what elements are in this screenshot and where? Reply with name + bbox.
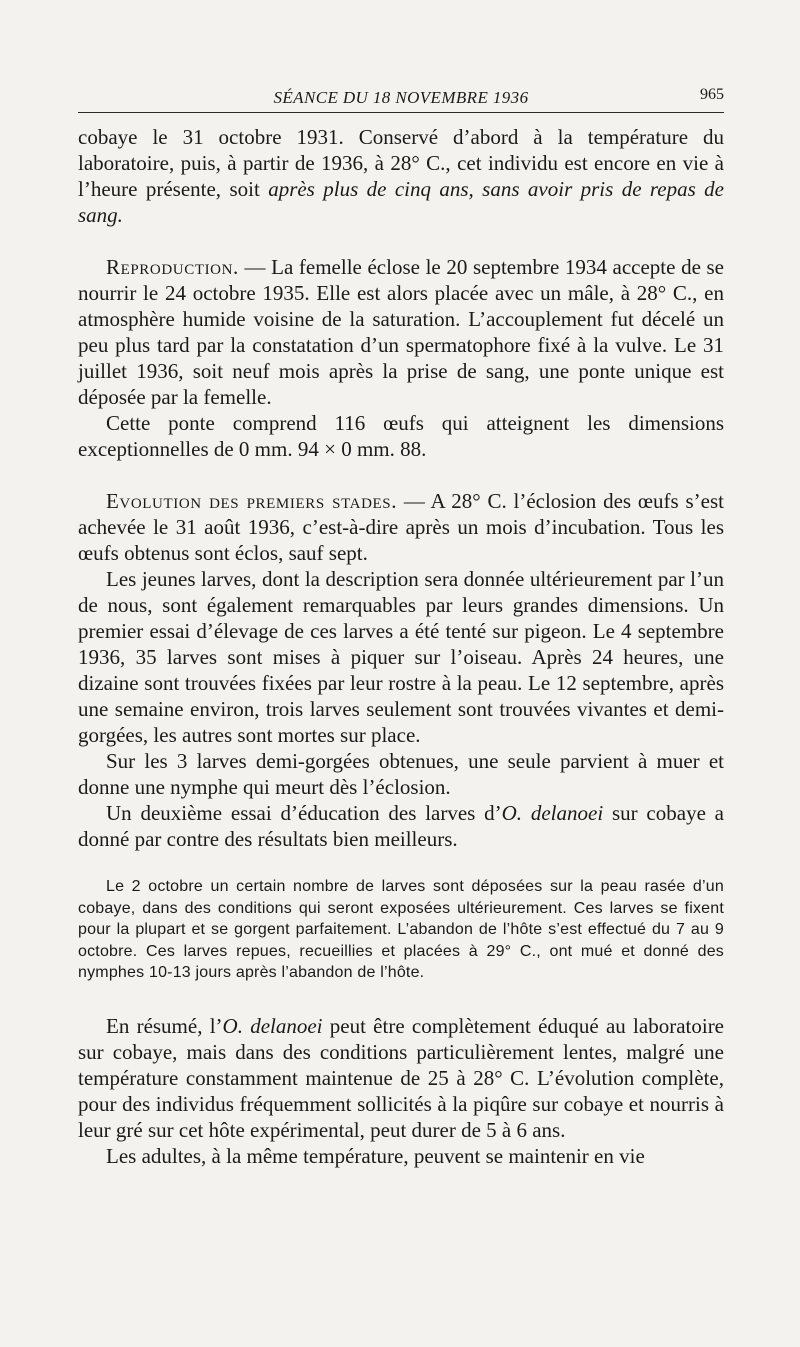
- paragraph: [78, 1143, 724, 1169]
- italic-text: O. delanoei: [222, 1013, 323, 1038]
- italic-text: O. delanoei: [501, 801, 604, 825]
- section-heading: Evolution des premiers stades.: [106, 489, 398, 513]
- text-run: Les adultes, à la même température, peuvent se maintenir en vie: [106, 1143, 645, 1168]
- text-run: Les jeunes larves, dont la description sera donnée ultérieurement par l’un de nous, sont également remarquables par leurs grandes dimensions. Un premier essai d’élevage de ces larves a été tenté sur pigeon. Le 4 septembre 1936, 35 larves sont mises à piquer sur l’oiseau. Après 24 heures, une dizaine sont trouvées fixées par leur rostre à la peau. Le 12 septembre, après une semaine environ, trois larves seulement sont trouvées vivantes et demi-gorgées, les autres sont mortes sur place.: [78, 567, 724, 747]
- text-run: Le 2 octobre un certain nombre de larves sont déposées sur la peau rasée d’un cobaye, dans des conditions qui seront exposées ultérieurement. Ces larves se fixent pour la plupart et se gorgent parfaitement. L’abandon de l’hôte s’est effectué du 7 au 9 octobre. Ces larves repues, recueillies et placées à 29° C., ont mué et donné des nymphes 10-13 jours après l’abandon de l’hôte.: [78, 878, 724, 981]
- header-title: SÉANCE DU 18 NOVEMBRE 1936: [273, 88, 529, 107]
- italic-text: après plus de cinq ans, sans avoir pris de repas de sang.: [78, 177, 724, 227]
- paragraph: [78, 410, 724, 462]
- text-run: peut être complètement éduqué au laboratoire sur cobaye, mais dans des conditions particulièrement lentes, malgré une température constamment maintenue de 25 à 28° C. L’évolution complète, pour des individus fréquemment sollicités à la piqûre sur cobaye et nourris à leur gré sur cet hôte expérimental, peut durer de 5 à 6 ans.: [78, 1013, 725, 1142]
- paragraph-summary: [78, 1013, 724, 1143]
- text-run: — A 28° C. l’éclosion des œufs s’est achevée le 31 août 1936, c’est-à-dire après un mois d’incubation. Tous les œufs obtenus sont éclos, sauf sept.: [78, 489, 724, 565]
- paragraph: [78, 748, 724, 800]
- section-heading: Reproduction.: [106, 255, 239, 279]
- page-number: 965: [700, 86, 724, 103]
- text-run: Sur les 3 larves demi-gorgées obtenues, une seule parvient à muer et donne une nymphe qui meurt dès l’éclosion.: [78, 749, 724, 799]
- small-print-note: [78, 876, 724, 984]
- text-run: cobaye le 31 octobre 1931. Conservé d’abord à la température du laboratoire, puis, à partir de 1936, à 28° C., cet individu est encore en vie à l’heure présente, soit: [78, 125, 724, 201]
- text-run: Un deuxième essai d’éducation des larves d’: [106, 801, 502, 825]
- running-header: [78, 78, 724, 113]
- paragraph: [78, 124, 724, 228]
- paragraph-reproduction: [78, 254, 724, 410]
- text-run: sur cobaye a donné par contre des résultats bien meilleurs.: [78, 801, 725, 851]
- text-run: — La femelle éclose le 20 septembre 1934 accepte de se nourrir le 24 octobre 1935. Elle est alors placée avec un mâle, à 28° C., en atmosphère humide voisine de la saturation. L’accouplement fut décelé un peu plus tard par la constatation d’un spermatophore fixé à la vulve. Le 31 juillet 1936, soit neuf mois après la prise de sang, une ponte unique est déposée par la femelle.: [78, 255, 724, 409]
- text-run: Cette ponte comprend 116 œufs qui atteignent les dimensions exceptionnelles de 0 mm. 94 × 0 mm. 88.: [78, 411, 724, 461]
- paragraph: [78, 800, 724, 852]
- paragraph-evolution: [78, 488, 724, 566]
- text-run: En résumé, l’: [106, 1013, 223, 1038]
- page: [78, 0, 724, 1347]
- article-body: [78, 124, 724, 1169]
- paragraph: [78, 566, 724, 748]
